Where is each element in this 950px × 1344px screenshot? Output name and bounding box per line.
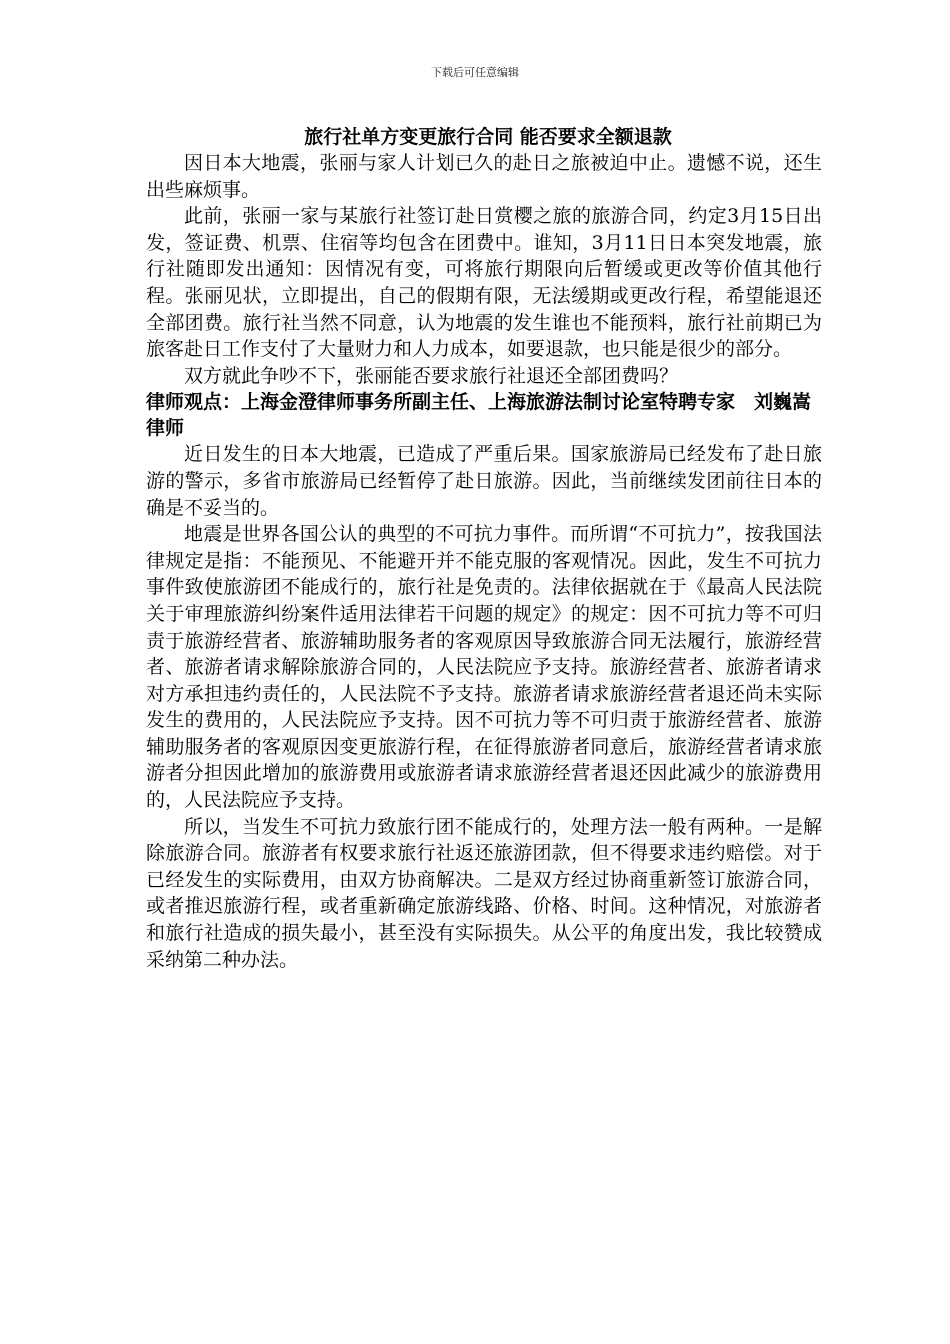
intro-paragraph-3: 双方就此争吵不下，张丽能否要求旅行社退还全部团费吗？ bbox=[184, 364, 679, 387]
article-body bbox=[146, 124, 822, 973]
lawyer-opinion-heading: 律师观点：上海金澄律师事务所副主任、上海旅游法制讨论室特聘专家 刘巍嵩律师 bbox=[146, 391, 812, 440]
opinion-paragraph-3: 所以，当发生不可抗力致旅行团不能成行的，处理方法一般有两种。一是解除旅游合同。旅游者有权要求旅行社返还旅游团款，但不得要求违约赔偿。对于已经发生的实际费用，由双方协商解决。二是双方经过协商重新签订旅游合同，或者推迟旅游行程，或者重新确定旅游线路、价格、时间。这种情况，对旅游者和旅行社造成的损失最小，甚至没有实际损失。从公平的角度出发，我比较赞成采纳第二种办法。 bbox=[146, 815, 822, 971]
opinion-paragraph-2: 地震是世界各国公认的典型的不可抗力事件。而所谓“不可抗力”，按我国法律规定是指：不能预见、不能避开并不能克服的客观情况。因此，发生不可抗力事件致使旅游团不能成行的，旅行社是免责的。法律依据就在于《最高人民法院关于审理旅游纠纷案件适用法律若干问题的规定》的规定：因不可抗力等不可归责于旅游经营者、旅游辅助服务者的客观原因导致旅游合同无法履行，旅游经营者、旅游者请求解除旅游合同的，人民法院应予支持。旅游经营者、旅游者请求对方承担违约责任的，人民法院不予支持。旅游者请求旅游经营者退还尚未实际发生的费用的，人民法院应予支持。因不可抗力等不可归责于旅游经营者、旅游辅助服务者的客观原因变更旅游行程，在征得旅游者同意后，旅游经营者请求旅游者分担因此增加的旅游费用或旅游者请求旅游经营者退还因此减少的旅游费用的，人民法院应予支持。 bbox=[146, 523, 822, 812]
article-title: 旅行社单方变更旅行合同 能否要求全额退款 bbox=[304, 126, 672, 148]
intro-paragraph-1: 因日本大地震，张丽与家人计划已久的赴日之旅被迫中止。遗憾不说，还生出些麻烦事。 bbox=[146, 152, 822, 201]
page-header-note: 下载后可任意编辑 bbox=[431, 66, 519, 79]
opinion-paragraph-1: 近日发生的日本大地震，已造成了严重后果。国家旅游局已经发布了赴日旅游的警示，多省市旅游局已经暂停了赴日旅游。因此，当前继续发团前往日本的确是不妥当的。 bbox=[146, 443, 822, 519]
intro-paragraph-2: 此前，张丽一家与某旅行社签订赴日赏樱之旅的旅游合同，约定3月15日出发，签证费、机票、住宿等均包含在团费中。谁知，3月11日日本突发地震，旅行社随即发出通知：因情况有变，可将旅行期限向后暂缓或更改等价值其他行程。张丽见状，立即提出，自己的假期有限，无法缓期或更改行程，希望能退还全部团费。旅行社当然不同意，认为地震的发生谁也不能预料，旅行社前期已为旅客赴日工作支付了大量财力和人力成本，如要退款，也只能是很少的部分。 bbox=[146, 205, 822, 361]
